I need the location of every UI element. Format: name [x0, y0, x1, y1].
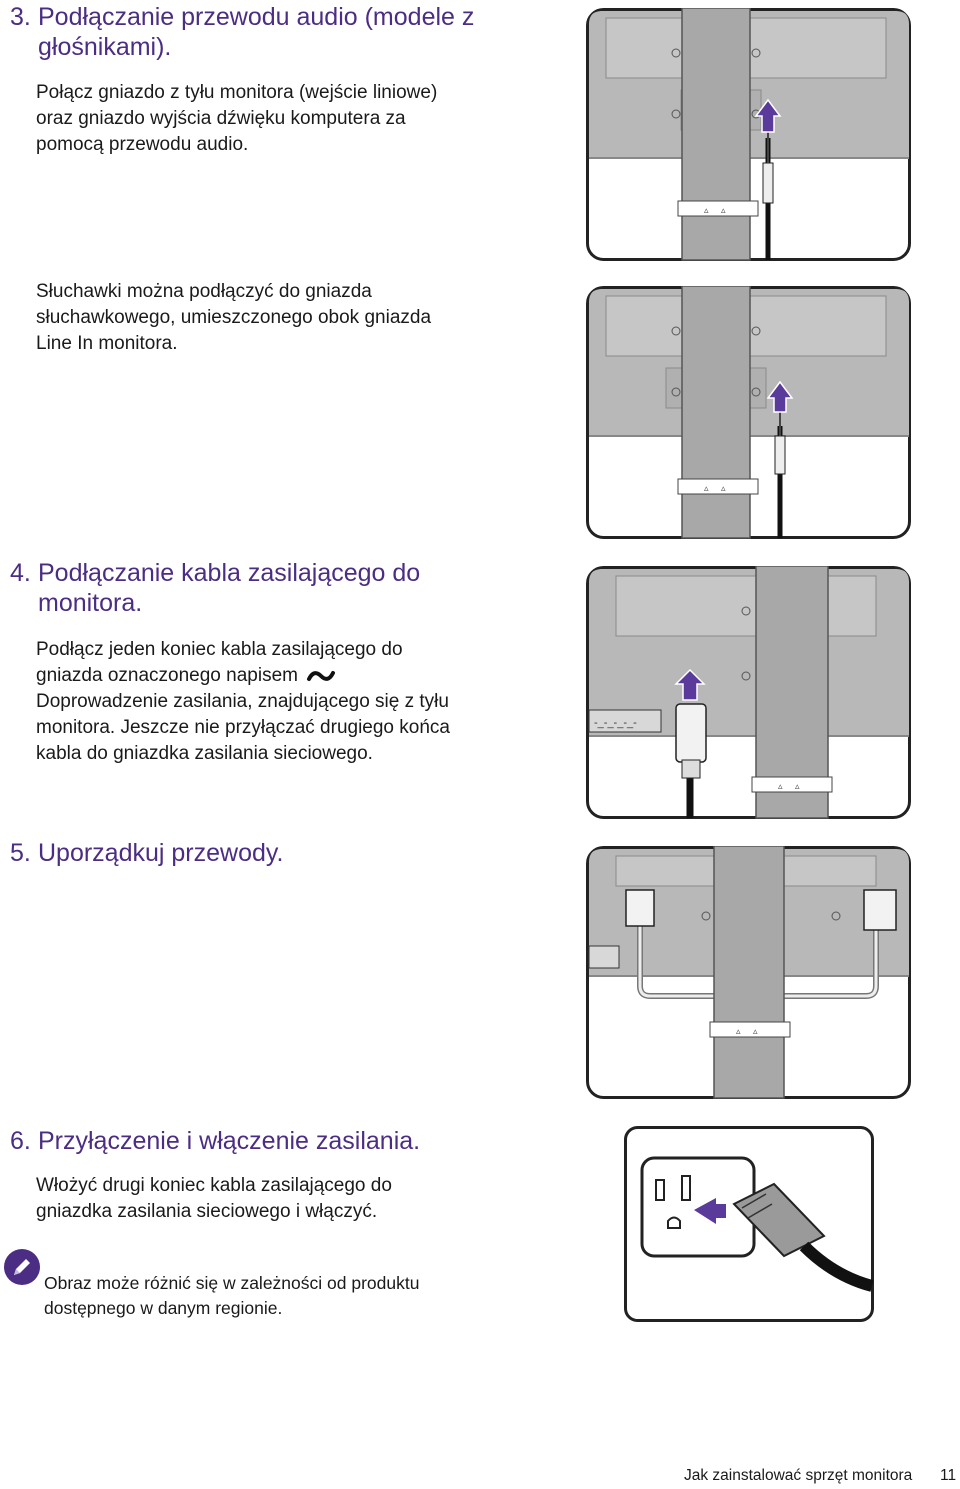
section-4-paragraph [36, 637, 450, 767]
text-line: Obraz może różnić się w zależności od produktu [44, 1273, 420, 1293]
text-line: słuchawkowego, umieszczonego obok gniazda [36, 307, 432, 328]
wall-outlet-illustration [624, 1126, 874, 1322]
text-line: pomocą przewodu audio. [36, 134, 249, 155]
note-text [44, 1271, 419, 1321]
text-line: Line In monitora. [36, 333, 178, 354]
section-6-heading [10, 1126, 420, 1156]
section-3-title-line1: Podłączanie przewodu audio (modele z [38, 3, 475, 31]
section-6-number: 6. [10, 1127, 31, 1155]
text-line: dostępnego w danym regionie. [44, 1298, 283, 1318]
power-cable-illustration [586, 566, 912, 820]
svg-text:▵: ▵ [736, 1026, 741, 1036]
section-3-number: 3. [10, 3, 31, 31]
section-6-title: Przyłączenie i włączenie zasilania. [38, 1127, 421, 1155]
section-5-number: 5. [10, 839, 31, 867]
svg-text:▵: ▵ [721, 483, 726, 493]
footer-title: Jak zainstalować sprzęt monitora [684, 1467, 913, 1484]
text-line: monitora. Jeszcze nie przyłączać drugiego końca [36, 717, 450, 738]
text-line: Włożyć drugi koniec kabla zasilającego do [36, 1175, 392, 1196]
text-line: gniazda oznaczonego napisem [36, 665, 298, 686]
pencil-note-icon [3, 1248, 41, 1286]
section-3-title-line2: głośnikami). [38, 33, 172, 61]
section-4-title-line2: monitora. [38, 589, 143, 617]
text-line: Słuchawki można podłączyć do gniazda [36, 281, 372, 302]
section-5-heading [10, 838, 283, 868]
svg-text:▵: ▵ [778, 781, 783, 791]
svg-text:▵: ▵ [704, 205, 709, 215]
svg-text:-_-_-_-_-: -_-_-_-_- [594, 717, 637, 729]
text-line-with-icon [36, 663, 450, 689]
text-line: Podłącz jeden koniec kabla zasilającego do [36, 639, 403, 660]
text-line: Połącz gniazdo z tyłu monitora (wejście liniowe) [36, 82, 438, 103]
text-line: kabla do gniazdka zasilania sieciowego. [36, 743, 373, 764]
headphone-jack-illustration [586, 286, 912, 540]
svg-text:▵: ▵ [795, 781, 800, 791]
page-number: 11 [940, 1467, 957, 1484]
section-4-title-line1: Podłączanie kabla zasilającego do [38, 559, 421, 587]
section-3-heading [10, 2, 474, 62]
svg-text:▵: ▵ [704, 483, 709, 493]
section-3-paragraph-1 [36, 80, 437, 158]
section-4-heading [10, 558, 420, 618]
svg-text:▵: ▵ [753, 1026, 758, 1036]
section-4-number: 4. [10, 559, 31, 587]
audio-line-in-illustration [586, 8, 912, 262]
section-3-paragraph-2 [36, 279, 431, 357]
section-5-title: Uporządkuj przewody. [38, 839, 284, 867]
text-line: oraz gniazdo wyjścia dźwięku komputera za [36, 108, 406, 129]
tilde-ac-icon [306, 667, 336, 685]
text-line: Doprowadzenie zasilania, znajdującego się z tyłu [36, 691, 449, 712]
section-6-paragraph [36, 1173, 392, 1225]
svg-text:▵: ▵ [721, 205, 726, 215]
cable-management-illustration [586, 846, 912, 1100]
text-line: gniazdka zasilania sieciowego i włączyć. [36, 1201, 378, 1222]
